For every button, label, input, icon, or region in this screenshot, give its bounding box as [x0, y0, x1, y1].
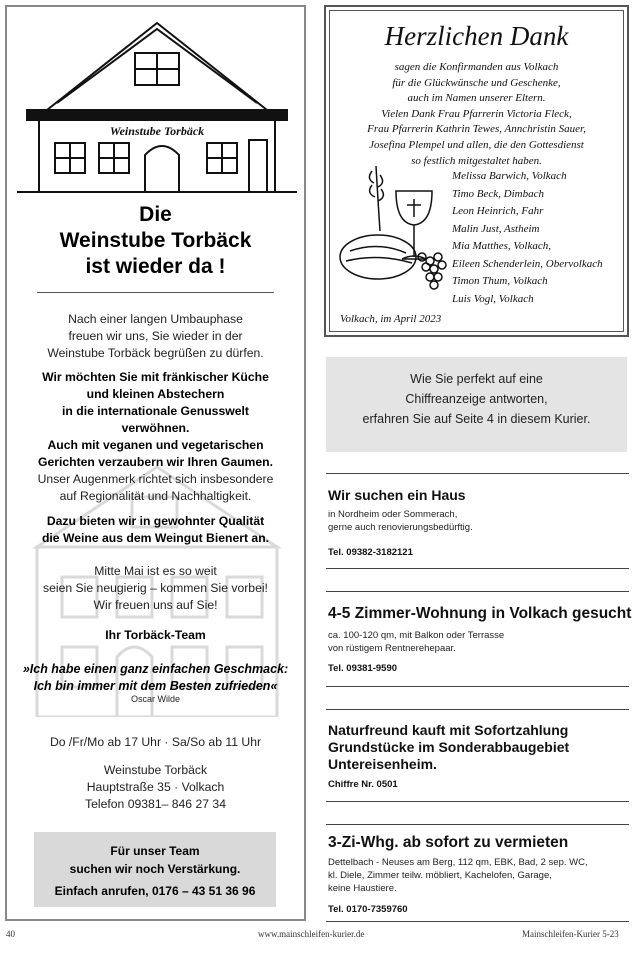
jobs-box: Für unser Team suchen wir noch Verstärkung. Einfach anrufen, 0176 – 43 51 36 96 — [34, 832, 276, 907]
divider — [326, 568, 629, 569]
divider — [37, 292, 274, 293]
thanks-title: Herzlichen Dank — [384, 21, 569, 51]
divider — [326, 473, 629, 474]
classified-contact: Tel. 09382-3182121 — [328, 547, 413, 558]
divider — [326, 824, 629, 825]
thanks-place-date: Volkach, im April 2023 — [340, 313, 442, 325]
chalice-bread-grapes-icon — [336, 161, 451, 296]
invite-text: Mitte Mai ist es so weit seien Sie neugierig – kommen Sie vorbei! Wir freuen uns auf Sie! — [43, 564, 268, 612]
classified-title: Wir suchen ein Haus — [328, 487, 466, 503]
focus-text: Unser Augenmerk richtet sich insbesondere auf Regionalität und Nachhaltigkeit. — [37, 472, 274, 503]
confirmand-names: Melissa Barwich, Volkach Timo Beck, Dimbach Leon Heinrich, Fahr Malin Just, Astheim Mia Matthes, Volkach, Eileen Schenderlein, Obervolkach Timon Thum, Volkach Luis Vogl, Volkach — [452, 170, 603, 305]
thanks-ad — [324, 5, 629, 337]
classified-title: 3-Zi-Whg. ab sofort zu vermieten — [328, 834, 569, 851]
divider — [326, 591, 629, 592]
footer-issue: Mainschleifen-Kurier 5-23 — [522, 929, 619, 939]
opening-hours: Do /Fr/Mo ab 17 Uhr · Sa/So ab 11 Uhr — [49, 735, 262, 749]
cuisine-text: Wir möchten Sie mit fränkischer Küche und kleinen Abstechern in die internationale Genusswelt verwöhnen. Auch mit veganen und vegetarischen Gerichten verzaubern wir Ihren Gaumen. — [37, 370, 273, 469]
classified-body: Dettelbach - Neuses am Berg, 112 qm, EBK, Bad, 2 sep. WC, kl. Diele, Zimmer teilw. möbliert, Kachelofen, Garage, keine Haustiere. — [328, 857, 588, 894]
wine-text: Dazu bieten wir in gewohnter Qualität die Weine aus dem Weingut Bienert an. — [41, 514, 270, 545]
weinstube-ad — [5, 5, 306, 921]
classified-title: Naturfreund kauft mit Sofortzahlung Grundstücke im Sonderabbaugebiet Untereisenheim. — [328, 722, 570, 772]
house-sign-text: Weinstube Torbäck — [109, 124, 205, 138]
team-signature: Ihr Torbäck-Team — [105, 628, 206, 642]
thanks-ad-inner-frame — [329, 10, 624, 332]
classified-body: ca. 100-120 qm, mit Balkon oder Terrasse von rüstigem Rentnerehepaar. — [328, 630, 505, 654]
divider — [326, 801, 629, 802]
classified-contact: Tel. 09381-9590 — [328, 663, 398, 674]
classified-title: 4-5 Zimmer-Wohnung in Volkach gesucht — [328, 605, 632, 622]
classified-body: in Nordheim oder Sommerach, gerne auch renovierungsbedürftig. — [328, 509, 473, 533]
address-block: Weinstube Torbäck Hauptstraße 35 · Volkach Telefon 09381– 846 27 34 — [85, 763, 226, 811]
quote-author: Oscar Wilde — [130, 694, 180, 704]
classified-contact: Tel. 0170-7359760 — [328, 904, 408, 915]
footer-website: www.mainschleifen-kurier.de — [258, 929, 365, 939]
intro-text: Nach einer langen Umbauphase freuen wir uns, Sie wieder in der Weinstube Torbäck begrüßen zu dürfen. — [47, 312, 264, 360]
ad-headline: Die Weinstube Torbäck ist wieder da ! — [59, 203, 252, 278]
thanks-message: sagen die Konfirmanden aus Volkach für die Glückwünsche und Geschenke, auch im Namen unserer Eltern. Vielen Dank Frau Pfarrerin Victoria Fleck, Frau Pfarrerin Kathrin Tewes, Annchristin Sauer, Josefina Plempel und allen, die den Gottesdienst so festlich mitgestaltet haben. — [367, 61, 586, 167]
quote-text: »Ich habe einen ganz einfachen Geschmack: Ich bin immer mit dem Besten zufrieden« — [22, 662, 289, 693]
page-number: 40 — [6, 929, 15, 939]
classified-contact: Chiffre Nr. 0501 — [328, 779, 398, 790]
divider — [326, 921, 629, 922]
weinstube-house-illustration — [17, 15, 297, 195]
divider — [326, 709, 629, 710]
divider — [326, 686, 629, 687]
cipher-ad-info-box: Wie Sie perfekt auf eine Chiffreanzeige antworten, erfahren Sie auf Seite 4 in diesem Kurier. — [326, 357, 627, 452]
